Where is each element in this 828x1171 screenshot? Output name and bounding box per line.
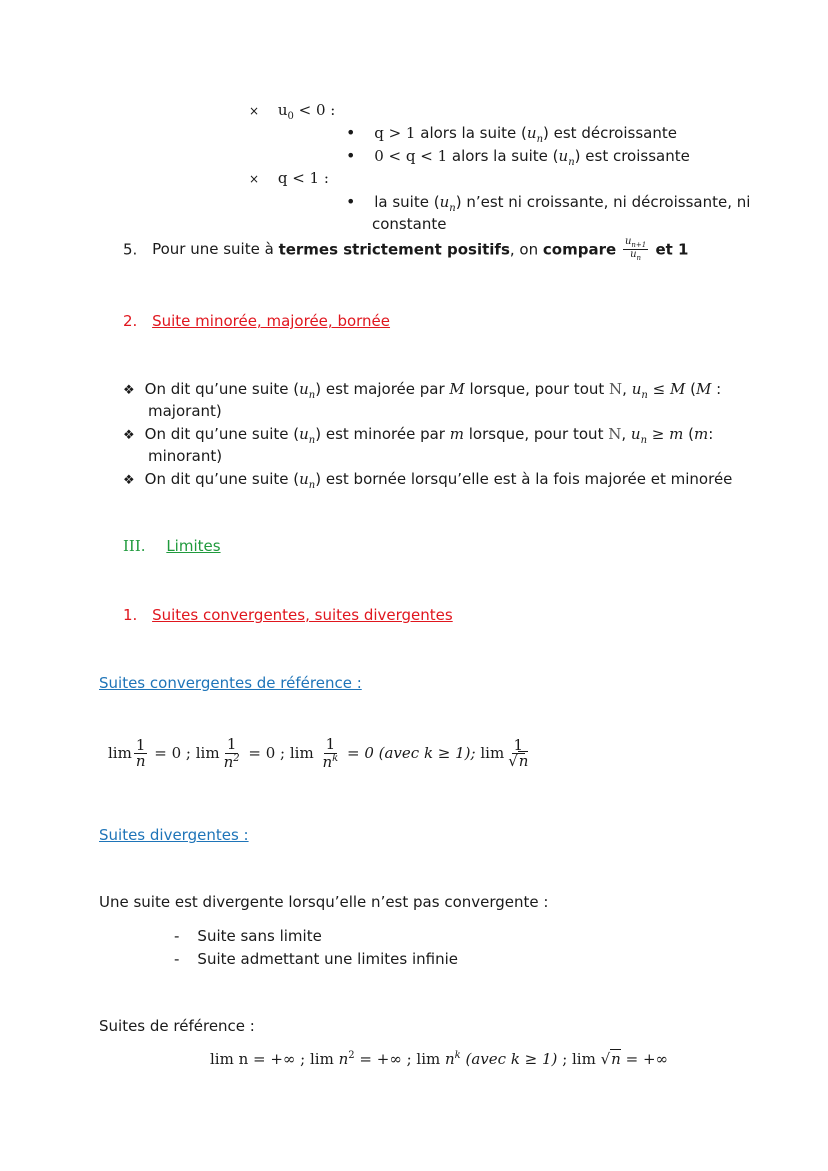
convergent-reference-heading: Suites convergentes de référence : [99, 674, 362, 692]
section-3-1-heading: 1. Suites convergentes, suites divergentes [123, 606, 453, 624]
case-item-decreasing: • q > 1 alors la suite $(u_n)$ est décroissante [346, 123, 677, 145]
point-5: 5. Pour une suite à termes strictement positifs, on compare $\frac{u_{n+1}}{u_n}$ et 1 [123, 236, 689, 263]
cross-marker-icon: × [249, 104, 260, 118]
ratio-fraction: $\frac{u_{n+1}}{u_n}$ [624, 236, 647, 263]
divergent-list-item: - Suite sans limite [174, 927, 322, 945]
reference-formula: lim n = +∞ ; $\lim n^2$ = +∞ ; $\lim n^k$ (avec k ≥ 1) ; lim √n = +∞ [210, 1050, 669, 1068]
def-majoree: ❖ On dit qu’une suite $(u_n)$ est majorée par M lorsque, pour tout N, $u_n \le M$ (M : majorant) [123, 380, 722, 420]
divergent-heading: Suites divergentes : [99, 826, 249, 844]
section-3-heading: III. Limites [123, 537, 221, 555]
diamond-bullet-icon: ❖ [123, 428, 135, 443]
case-q-heading: × q < 1 : [249, 169, 329, 187]
section-3-title: Limites [166, 537, 221, 555]
diamond-bullet-icon: ❖ [123, 383, 135, 398]
case-u0-label: $u_0 < 0$ : [277, 101, 336, 122]
def-minoree: ❖ On dit qu’une suite $(u_n)$ est minorée par m lorsque, pour tout N, $u_n \ge m$ (m: minorant) [123, 425, 714, 465]
divergent-list-item: - Suite admettant une limites infinie [174, 950, 459, 968]
dash-bullet-icon: - [174, 927, 180, 945]
section-3-1-title: Suites convergentes, suites divergentes [152, 606, 453, 624]
case-item-neither: • la suite $(u_n)$ n’est ni croissante, ni décroissante, ni [346, 192, 751, 214]
case-item-increasing: • 0 < q < 1 alors la suite $(u_n)$ est croissante [346, 146, 690, 168]
cross-marker-icon: × [249, 172, 260, 186]
bullet-icon: • [346, 123, 356, 142]
case-u0-heading [249, 101, 335, 122]
bullet-icon: • [346, 192, 356, 211]
section-2-heading: 2. Suite minorée, majorée, bornée [123, 312, 391, 330]
reference-heading: Suites de référence : [99, 1017, 255, 1035]
def-bornee: ❖ On dit qu’une suite $(u_n)$ est bornée lorsqu’elle est à la fois majorée et minorée [123, 470, 733, 491]
convergent-formula: lim $\frac{1}{n}$ = 0 ; lim $\frac{1}{n^2}$ = 0 ; lim $\frac{1}{n^k}$ = 0 (avec k ≥ 1); lim $\frac{1}{√n}$ [108, 735, 529, 771]
case-item-neither-line2: constante [372, 215, 447, 233]
divergent-definition: Une suite est divergente lorsqu’elle n’est pas convergente : [99, 893, 549, 911]
section-2-title: Suite minorée, majorée, bornée [152, 312, 391, 330]
diamond-bullet-icon: ❖ [123, 473, 135, 488]
dash-bullet-icon: - [174, 950, 180, 968]
bullet-icon: • [346, 146, 356, 165]
